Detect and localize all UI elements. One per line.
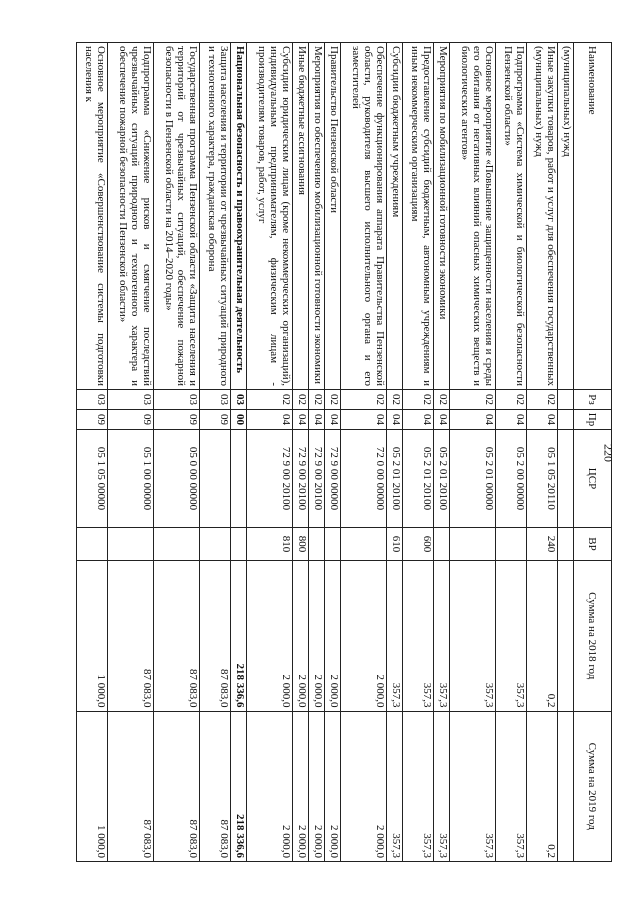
cell-csr: 72 9 00 20100 bbox=[308, 430, 324, 528]
cell-pr: 04 bbox=[292, 410, 308, 430]
cell-sum-2019: 357,3 bbox=[433, 711, 449, 862]
cell-csr: 05 2 01 20100 bbox=[402, 430, 433, 528]
header-pr: Пр bbox=[574, 410, 612, 430]
cell-name: Мероприятия по мобилизационной готовности экономики bbox=[433, 43, 449, 390]
cell-csr: 05 2 01 20100 bbox=[433, 430, 449, 528]
cell-csr: 05 0 00 00000 bbox=[153, 430, 199, 528]
cell-vr: 810 bbox=[246, 528, 292, 561]
cell-sum-2018: 2 000,0 bbox=[246, 561, 292, 712]
cell-rz: 02 bbox=[324, 390, 340, 410]
cell-rz: 03 bbox=[199, 390, 230, 410]
cell-pr: 04 bbox=[386, 410, 402, 430]
table-row bbox=[557, 43, 573, 862]
cell-csr: 05 2 01 00000 bbox=[450, 430, 496, 528]
cell-rz: 03 bbox=[153, 390, 199, 410]
cell-sum-2019 bbox=[557, 711, 573, 862]
cell-vr bbox=[557, 528, 573, 561]
cell-vr bbox=[153, 528, 199, 561]
cell-pr: 09 bbox=[199, 410, 230, 430]
cell-rz: 02 bbox=[341, 390, 387, 410]
cell-csr: 72 0 00 00000 bbox=[341, 430, 387, 528]
cell-pr: 09 bbox=[77, 410, 108, 430]
table-row bbox=[308, 43, 324, 862]
cell-vr bbox=[199, 528, 230, 561]
table-header-row bbox=[574, 43, 612, 862]
cell-pr: 09 bbox=[108, 410, 154, 430]
cell-sum-2019: 218 336,6 bbox=[230, 711, 246, 862]
table-row bbox=[230, 43, 246, 862]
cell-pr: 04 bbox=[526, 410, 557, 430]
cell-name: Обеспечение функционирования аппарата Правительства Пензенской области, руководителя высшего исполнительного органа и его заместителей bbox=[341, 43, 387, 390]
cell-csr bbox=[557, 430, 573, 528]
cell-sum-2019: 357,3 bbox=[495, 711, 526, 862]
cell-sum-2018 bbox=[557, 561, 573, 712]
cell-vr bbox=[341, 528, 387, 561]
table-row bbox=[341, 43, 387, 862]
cell-rz: 02 bbox=[246, 390, 292, 410]
header-csr: ЦСР bbox=[574, 430, 612, 528]
table-row bbox=[386, 43, 402, 862]
cell-rz: 02 bbox=[308, 390, 324, 410]
cell-csr: 72 9 00 20100 bbox=[292, 430, 308, 528]
header-sum-2019: Сумма на 2019 год bbox=[574, 711, 612, 862]
cell-rz: 02 bbox=[450, 390, 496, 410]
cell-vr: 610 bbox=[386, 528, 402, 561]
cell-name: Подпрограмма «Снижение рисков и смягчение последствий чрезвычайных ситуаций природного и техногенного характера и обеспечение пожарной безопасности Пензенской области» bbox=[108, 43, 154, 390]
cell-sum-2019: 0,2 bbox=[526, 711, 557, 862]
table-row bbox=[153, 43, 199, 862]
cell-sum-2018: 357,3 bbox=[495, 561, 526, 712]
cell-sum-2019: 87 083,0 bbox=[199, 711, 230, 862]
cell-sum-2019: 357,3 bbox=[450, 711, 496, 862]
cell-sum-2018: 2 000,0 bbox=[308, 561, 324, 712]
budget-table bbox=[76, 42, 612, 862]
cell-rz: 02 bbox=[386, 390, 402, 410]
cell-rz: 03 bbox=[77, 390, 108, 410]
cell-name: Правительство Пензенской области bbox=[324, 43, 340, 390]
cell-rz: 03 bbox=[108, 390, 154, 410]
cell-vr: 240 bbox=[526, 528, 557, 561]
cell-sum-2019: 87 083,0 bbox=[153, 711, 199, 862]
cell-rz: 02 bbox=[292, 390, 308, 410]
cell-name: Подпрограмма «Система химической и биологической безопасности Пензенской области» bbox=[495, 43, 526, 390]
cell-name: Основное мероприятие «Повышение защищенности населения и среды его обитания от негативных влияний опасных химических веществ и биологических агентов» bbox=[450, 43, 496, 390]
table-row bbox=[526, 43, 557, 862]
cell-pr: 04 bbox=[495, 410, 526, 430]
cell-vr bbox=[77, 528, 108, 561]
cell-rz: 02 bbox=[433, 390, 449, 410]
cell-sum-2019: 2 000,0 bbox=[324, 711, 340, 862]
cell-sum-2018: 357,3 bbox=[386, 561, 402, 712]
cell-sum-2019: 2 000,0 bbox=[308, 711, 324, 862]
cell-csr: 72 9 00 20100 bbox=[246, 430, 292, 528]
cell-rz: 03 bbox=[230, 390, 246, 410]
cell-name: Иные бюджетные ассигнования bbox=[292, 43, 308, 390]
cell-name: Защита населения и территории от чрезвычайных ситуаций природного и техногенного характера, гражданская оборона bbox=[199, 43, 230, 390]
cell-rz bbox=[557, 390, 573, 410]
cell-pr: 09 bbox=[153, 410, 199, 430]
cell-vr: 600 bbox=[402, 528, 433, 561]
cell-vr bbox=[495, 528, 526, 561]
cell-pr: 04 bbox=[433, 410, 449, 430]
cell-csr: 05 1 05 20110 bbox=[526, 430, 557, 528]
cell-csr: 05 2 01 20100 bbox=[386, 430, 402, 528]
cell-sum-2019: 357,3 bbox=[386, 711, 402, 862]
cell-name: (муниципальных) нужд bbox=[557, 43, 573, 390]
table-row bbox=[402, 43, 433, 862]
cell-rz: 02 bbox=[526, 390, 557, 410]
cell-sum-2018: 2 000,0 bbox=[324, 561, 340, 712]
cell-csr: 05 1 05 00000 bbox=[77, 430, 108, 528]
cell-csr: 05 1 00 00000 bbox=[108, 430, 154, 528]
cell-pr: 04 bbox=[308, 410, 324, 430]
table-row bbox=[199, 43, 230, 862]
table-row bbox=[433, 43, 449, 862]
table-row bbox=[77, 43, 108, 862]
cell-name: Предоставление субсидий бюджетным, автономным учреждениям и иным некоммерческим организациям bbox=[402, 43, 433, 390]
cell-pr: 04 bbox=[402, 410, 433, 430]
table-row bbox=[108, 43, 154, 862]
cell-sum-2018: 1 000,0 bbox=[77, 561, 108, 712]
header-vr: ВР bbox=[574, 528, 612, 561]
cell-csr: 72 9 00 00000 bbox=[324, 430, 340, 528]
cell-sum-2019: 1 000,0 bbox=[77, 711, 108, 862]
cell-name: Национальная безопасность и правоохранительная деятельность bbox=[230, 43, 246, 390]
cell-pr: 04 bbox=[324, 410, 340, 430]
cell-rz: 02 bbox=[402, 390, 433, 410]
table-row bbox=[495, 43, 526, 862]
cell-sum-2019: 2 000,0 bbox=[292, 711, 308, 862]
table-row bbox=[246, 43, 292, 862]
cell-name: Мероприятия по обеспечению мобилизационной готовности экономики bbox=[308, 43, 324, 390]
cell-vr bbox=[108, 528, 154, 561]
cell-pr: 04 bbox=[341, 410, 387, 430]
table-row bbox=[450, 43, 496, 862]
table-row bbox=[292, 43, 308, 862]
cell-pr: 04 bbox=[246, 410, 292, 430]
cell-vr bbox=[450, 528, 496, 561]
cell-name: Основное мероприятие «Совершенствование системы подготовки населения к bbox=[77, 43, 108, 390]
cell-csr bbox=[199, 430, 230, 528]
cell-sum-2018: 357,3 bbox=[450, 561, 496, 712]
cell-csr bbox=[230, 430, 246, 528]
cell-pr: 00 bbox=[230, 410, 246, 430]
cell-sum-2019: 2 000,0 bbox=[341, 711, 387, 862]
cell-pr: 04 bbox=[450, 410, 496, 430]
cell-csr: 05 2 00 00000 bbox=[495, 430, 526, 528]
cell-sum-2018: 218 336,6 bbox=[230, 561, 246, 712]
table-row bbox=[324, 43, 340, 862]
cell-name: Субсидии юридическим лицам (кроме некоммерческих организаций), индивидуальным предпринимателям, физическим лицам - производителям товаров, работ, услуг bbox=[246, 43, 292, 390]
cell-name: Государственная программа Пензенской области «Защита населения и территорий от чрезвычайных ситуаций, обеспечение пожарной безопасности в Пензенской области на 2014–2020 годы» bbox=[153, 43, 199, 390]
cell-pr bbox=[557, 410, 573, 430]
cell-vr: 800 bbox=[292, 528, 308, 561]
header-name: Наименование bbox=[574, 43, 612, 390]
cell-sum-2019: 357,3 bbox=[402, 711, 433, 862]
cell-sum-2018: 357,3 bbox=[433, 561, 449, 712]
page-number: 220 bbox=[601, 444, 616, 462]
cell-sum-2019: 2 000,0 bbox=[246, 711, 292, 862]
header-rz: Рз bbox=[574, 390, 612, 410]
cell-sum-2018: 357,3 bbox=[402, 561, 433, 712]
cell-sum-2018: 87 083,0 bbox=[108, 561, 154, 712]
cell-sum-2018: 87 083,0 bbox=[199, 561, 230, 712]
cell-rz: 02 bbox=[495, 390, 526, 410]
cell-sum-2018: 0,2 bbox=[526, 561, 557, 712]
cell-vr bbox=[324, 528, 340, 561]
cell-vr bbox=[433, 528, 449, 561]
cell-sum-2018: 2 000,0 bbox=[341, 561, 387, 712]
budget-table-container bbox=[76, 42, 612, 862]
cell-name: Субсидии бюджетным учреждениям bbox=[386, 43, 402, 390]
cell-sum-2019: 87 083,0 bbox=[108, 711, 154, 862]
cell-vr bbox=[308, 528, 324, 561]
cell-vr bbox=[230, 528, 246, 561]
header-sum-2018: Сумма на 2018 год bbox=[574, 561, 612, 712]
cell-sum-2018: 2 000,0 bbox=[292, 561, 308, 712]
cell-name: Иные закупки товаров, работ и услуг для обеспечения государственных (муниципальных) нужд bbox=[526, 43, 557, 390]
cell-sum-2018: 87 083,0 bbox=[153, 561, 199, 712]
